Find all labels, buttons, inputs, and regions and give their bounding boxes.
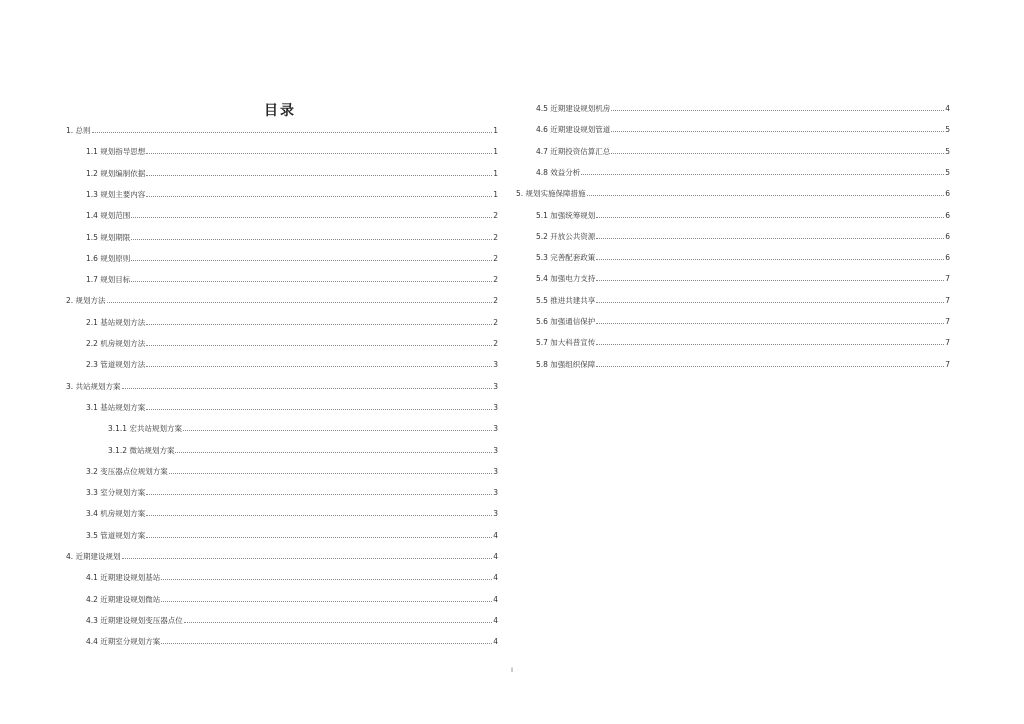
toc-entry-page: 1 <box>493 147 498 157</box>
toc-entry-page: 4 <box>493 573 498 583</box>
toc-entry[interactable] <box>66 443 498 455</box>
toc-entry-label: 5.8 加强组织保障 <box>536 359 596 369</box>
toc-leader-dots <box>596 280 944 281</box>
toc-entry-label: 2.3 管道规划方法 <box>86 360 146 370</box>
toc-entry-label: 2.2 机房规划方法 <box>86 339 146 348</box>
toc-entry[interactable] <box>66 379 498 391</box>
toc-entry[interactable] <box>66 592 498 604</box>
toc-leader-dots <box>587 195 945 196</box>
toc-leader-dots <box>596 366 944 367</box>
toc-entry-page: 5 <box>945 167 950 177</box>
toc-entry-label: 3.1.1 宏共站规划方案 <box>108 424 182 434</box>
toc-entry-page: 4 <box>493 637 498 647</box>
toc-leader-dots <box>107 302 493 303</box>
toc-leader-dots <box>611 153 944 154</box>
toc-entry[interactable] <box>66 315 498 327</box>
toc-entry-label: 2. 规划方法 <box>66 296 106 306</box>
toc-entry[interactable] <box>66 549 498 561</box>
toc-entry-page: 6 <box>945 210 950 220</box>
toc-entry[interactable] <box>66 123 498 135</box>
toc-leader-dots <box>146 366 492 367</box>
toc-entry[interactable] <box>516 165 950 177</box>
toc-entry[interactable] <box>516 314 950 326</box>
toc-leader-dots <box>122 558 493 559</box>
toc-entry-page: 2 <box>493 317 498 327</box>
toc-entry-label: 5.1 加强统筹规划 <box>536 210 596 220</box>
toc-leader-dots <box>131 260 492 261</box>
toc-entry-page: 7 <box>945 295 950 305</box>
toc-entry-page: 4 <box>493 530 498 540</box>
toc-entry[interactable] <box>516 144 950 156</box>
toc-entry[interactable] <box>66 144 498 156</box>
toc-leader-dots <box>146 153 492 154</box>
toc-entry[interactable] <box>66 485 498 497</box>
toc-entry-page: 6 <box>945 189 950 199</box>
toc-entry-page: 2 <box>493 339 498 348</box>
toc-entry-label: 1.5 规划期限 <box>86 232 131 242</box>
toc-leader-dots <box>131 281 492 282</box>
toc-entry[interactable] <box>66 293 498 305</box>
toc-leader-dots <box>596 302 944 303</box>
toc-entry-label: 5.3 完善配套政策 <box>536 253 596 263</box>
toc-entry-label: 3.3 室分规划方案 <box>86 488 146 498</box>
toc-entry[interactable] <box>66 166 498 178</box>
toc-leader-dots <box>146 494 492 495</box>
toc-entry-page: 2 <box>493 211 498 221</box>
toc-entry[interactable] <box>66 230 498 242</box>
toc-leader-dots <box>146 537 492 538</box>
toc-entry-label: 5.7 加大科普宣传 <box>536 338 596 348</box>
toc-entry-page: 1 <box>493 168 498 178</box>
toc-entry-label: 5.2 开放公共资源 <box>536 231 596 241</box>
toc-entry-label: 1.6 规划原则 <box>86 253 131 263</box>
toc-entry[interactable] <box>516 293 950 305</box>
toc-entry-page: 1 <box>493 126 498 135</box>
toc-entry[interactable] <box>66 272 498 284</box>
toc-leader-dots <box>169 473 492 474</box>
toc-entry-page: 2 <box>493 232 498 242</box>
toc-entry-label: 1.2 规划编制依据 <box>86 168 146 178</box>
toc-leader-dots <box>92 132 493 133</box>
toc-entry-page: 7 <box>945 274 950 284</box>
toc-entry[interactable] <box>66 506 498 518</box>
toc-entry-page: 3 <box>493 466 498 476</box>
toc-entry-page: 3 <box>493 381 498 391</box>
toc-entry-page: 4 <box>493 615 498 625</box>
toc-entry-label: 1.7 规划目标 <box>86 275 131 285</box>
toc-leader-dots <box>183 430 492 431</box>
toc-entry-page: 4 <box>493 552 498 561</box>
toc-entry-label: 1.4 规划范围 <box>86 211 131 221</box>
toc-entry[interactable] <box>66 336 498 348</box>
toc-entry-page: 7 <box>945 338 950 348</box>
toc-entry-label: 1.1 规划指导思想 <box>86 147 146 157</box>
toc-entry-label: 3. 共站规划方案 <box>66 381 121 391</box>
toc-entry-label: 3.1 基站规划方案 <box>86 402 146 412</box>
toc-entry-label: 3.1.2 微站规划方案 <box>108 445 175 455</box>
toc-entry[interactable] <box>516 122 950 134</box>
toc-leader-dots <box>146 515 492 516</box>
toc-leader-dots <box>146 409 492 410</box>
toc-entry-label: 4.3 近期建设规划变压器点位 <box>86 615 183 625</box>
toc-entry-page: 3 <box>493 402 498 412</box>
toc-entry-page: 3 <box>493 424 498 434</box>
toc-leader-dots <box>596 238 944 239</box>
toc-entry[interactable] <box>516 101 950 113</box>
toc-entry-label: 4. 近期建设规划 <box>66 552 121 561</box>
toc-entry-label: 4.2 近期建设规划微站 <box>86 594 161 604</box>
toc-entry[interactable] <box>66 357 498 369</box>
toc-entry-label: 3.4 机房规划方案 <box>86 509 146 519</box>
toc-entry-page: 3 <box>493 360 498 370</box>
toc-leader-dots <box>596 259 944 260</box>
toc-leader-dots <box>175 452 492 453</box>
toc-entry-page: 2 <box>493 253 498 263</box>
toc-entry-page: 3 <box>493 488 498 498</box>
toc-entry-page: 4 <box>493 594 498 604</box>
toc-leader-dots <box>161 579 492 580</box>
toc-leader-dots <box>596 217 944 218</box>
toc-entry-page: 6 <box>945 253 950 263</box>
toc-entry-page: 7 <box>945 359 950 369</box>
toc-entry-label: 5.5 推进共建共享 <box>536 295 596 305</box>
toc-entry[interactable] <box>66 464 498 476</box>
toc-entry[interactable] <box>516 229 950 241</box>
toc-entry-page: 1 <box>493 189 498 199</box>
toc-leader-dots <box>122 388 493 389</box>
toc-entry[interactable] <box>66 187 498 199</box>
toc-entry-page: 2 <box>493 296 498 306</box>
toc-leader-dots <box>161 601 492 602</box>
toc-entry[interactable] <box>66 208 498 220</box>
toc-entry-page: 4 <box>945 104 950 113</box>
toc-entry-page: 5 <box>945 125 950 135</box>
toc-entry-label: 2.1 基站规划方法 <box>86 317 146 327</box>
toc-entry[interactable] <box>66 421 498 433</box>
toc-entry-page: 2 <box>493 275 498 285</box>
toc-leader-dots <box>184 622 492 623</box>
toc-entry[interactable] <box>516 186 950 198</box>
toc-entry[interactable] <box>516 271 950 283</box>
toc-entry-label: 4.7 近期投资估算汇总 <box>536 146 611 156</box>
toc-entry[interactable] <box>66 570 498 582</box>
toc-entry-label: 4.8 效益分析 <box>536 167 581 177</box>
toc-entry-page: 3 <box>493 509 498 519</box>
toc-entry-label: 4.6 近期建设规划管道 <box>536 125 611 135</box>
toc-entry[interactable] <box>66 400 498 412</box>
toc-leader-dots <box>131 217 492 218</box>
toc-entry[interactable] <box>516 250 950 262</box>
toc-entry[interactable] <box>66 613 498 625</box>
toc-entry[interactable] <box>516 357 950 369</box>
toc-leader-dots <box>596 323 944 324</box>
toc-entry-label: 5.4 加强电力支持 <box>536 274 596 284</box>
toc-leader-dots <box>611 110 944 111</box>
toc-leader-dots <box>611 131 944 132</box>
toc-leader-dots <box>131 239 492 240</box>
toc-leader-dots <box>146 175 492 176</box>
toc-entry[interactable] <box>66 634 498 646</box>
toc-entry-label: 4.5 近期建设规划机房 <box>536 104 611 113</box>
toc-leader-dots <box>596 344 944 345</box>
toc-entry-label: 1. 总则 <box>66 126 91 135</box>
toc-entry-page: 6 <box>945 231 950 241</box>
toc-entry-label: 1.3 规划主要内容 <box>86 189 146 199</box>
toc-entry-page: 3 <box>493 445 498 455</box>
toc-entry[interactable] <box>516 335 950 347</box>
toc-entry-page: 7 <box>945 317 950 326</box>
toc-entry-label: 3.2 变压器点位规划方案 <box>86 466 168 476</box>
toc-title: 目录 <box>264 103 296 119</box>
toc-leader-dots <box>161 643 492 644</box>
toc-entry-label: 3.5 管道规划方案 <box>86 530 146 540</box>
toc-entry[interactable] <box>66 251 498 263</box>
toc-entry-label: 5. 规划实施保障措施 <box>516 189 586 199</box>
toc-entry-label: 5.6 加强通信保护 <box>536 317 596 326</box>
toc-leader-dots <box>146 324 492 325</box>
toc-entry-label: 4.1 近期建设规划基站 <box>86 573 161 583</box>
toc-leader-dots <box>581 174 944 175</box>
toc-entry-label: 4.4 近期室分规划方案 <box>86 637 161 647</box>
toc-entry[interactable] <box>66 528 498 540</box>
toc-leader-dots <box>146 196 492 197</box>
page-number: I <box>511 667 513 674</box>
toc-entry[interactable] <box>516 208 950 220</box>
toc-entry-page: 5 <box>945 146 950 156</box>
toc-leader-dots <box>146 345 492 346</box>
